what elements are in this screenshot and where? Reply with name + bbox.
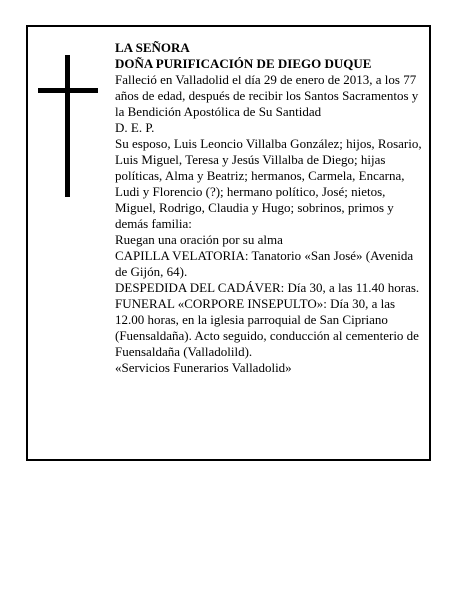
family-list: Su esposo, Luis Leoncio Villalba González; hijos, Rosario, Luis Miguel, Teresa y Jesús Villalba de Diego; hijas políticas, Alma y Beatriz; hermanos, Carmela, Encarna, Ludi y Florencio (?); hermano político, José; nietos, Miguel, Rodrigo, Claudia y Hugo; sobrinos, primos y demás familia: — [115, 136, 422, 231]
rip-line: D. E. P. — [115, 120, 155, 135]
funeral-services: «Servicios Funerarios Valladolid» — [115, 360, 292, 375]
obituary-notice — [26, 25, 431, 461]
cross-icon — [38, 55, 98, 197]
notice-title: LA SEÑORA — [115, 40, 190, 55]
death-announcement: Falleció en Valladolid el día 29 de enero de 2013, a los 77 años de edad, después de recibir los Santos Sacramentos y la Bendición Apostólica de Su Santidad — [115, 72, 419, 119]
wake-chapel: CAPILLA VELATORIA: Tanatorio «San José» (Avenida de Gijón, 64). — [115, 248, 414, 279]
deceased-name: DOÑA PURIFICACIÓN DE DIEGO DUQUE — [115, 56, 372, 71]
cross-horizontal-bar — [38, 88, 98, 93]
prayer-request: Ruegan una oración por su alma — [115, 232, 283, 247]
funeral-details: FUNERAL «CORPORE INSEPULTO»: Día 30, a las 12.00 horas, en la iglesia parroquial de San Cipriano (Fuensaldaña). Acto seguido, conducción al cementerio de Fuensaldaña (Valladolild). — [115, 296, 419, 359]
cross-vertical-bar — [65, 55, 70, 197]
obituary-text — [115, 40, 427, 376]
farewell-time: DESPEDIDA DEL CADÁVER: Día 30, a las 11.40 horas. — [115, 280, 420, 295]
